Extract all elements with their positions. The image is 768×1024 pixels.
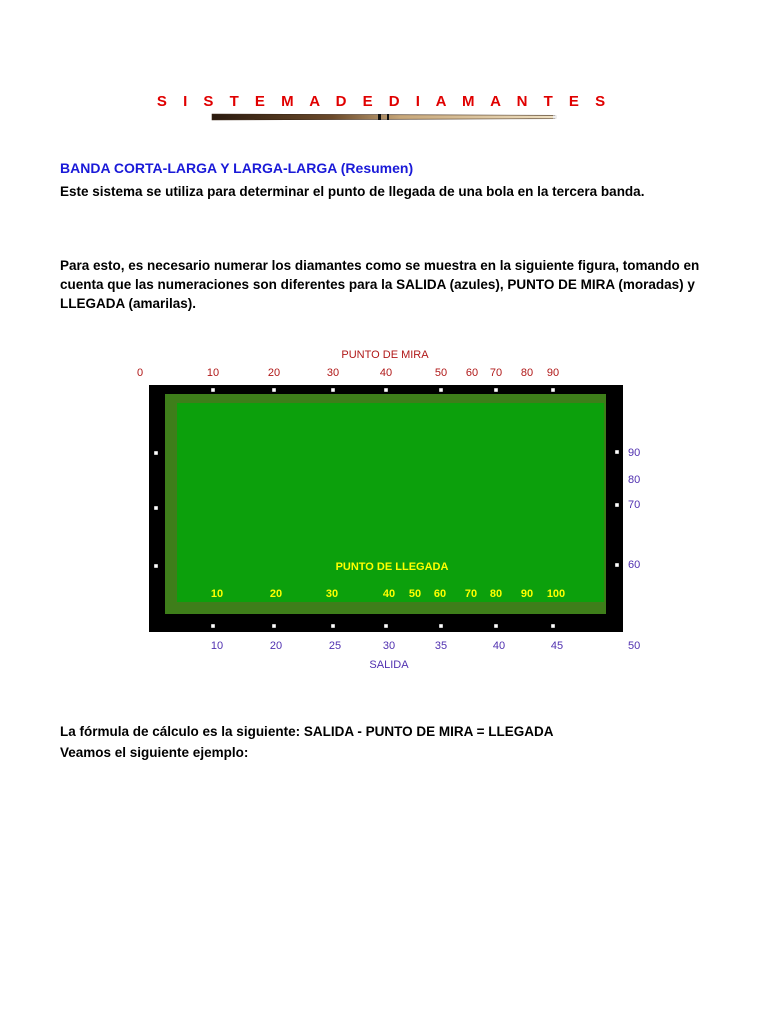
diamond-bottom [331, 624, 335, 628]
right-label: 90 [628, 447, 641, 459]
llegada-label: 60 [433, 588, 447, 600]
diamond-left [154, 451, 158, 455]
salida-title: SALIDA [369, 659, 409, 671]
right-label: 70 [628, 499, 641, 511]
right-label: 50 [628, 640, 641, 652]
punto-de-llegada-title: PUNTO DE LLEGADA [335, 561, 449, 573]
diamond-left [154, 564, 158, 568]
top-label: 80 [520, 367, 534, 379]
bottom-label: 30 [382, 640, 396, 652]
punto-de-mira-title: PUNTO DE MIRA [341, 349, 429, 361]
diamond-top [384, 388, 388, 392]
llegada-label: 20 [269, 588, 283, 600]
llegada-label: 100 [546, 588, 566, 600]
diamond-top [272, 388, 276, 392]
diamond-right [615, 563, 619, 567]
diamond-right [615, 503, 619, 507]
diamond-bottom [272, 624, 276, 628]
llegada-label: 50 [408, 588, 422, 600]
top-label: 20 [267, 367, 281, 379]
section-subtitle: BANDA CORTA-LARGA Y LARGA-LARGA (Resumen) [60, 160, 414, 176]
llegada-label: 30 [325, 588, 339, 600]
diamond-bottom [494, 624, 498, 628]
bottom-label: 25 [328, 640, 342, 652]
diamond-bottom [439, 624, 443, 628]
billiard-table-diagram [130, 340, 650, 680]
top-labels [137, 367, 559, 379]
bottom-label: 20 [269, 640, 283, 652]
top-label: 90 [546, 367, 560, 379]
bottom-labels [211, 640, 563, 652]
top-label: 50 [434, 367, 448, 379]
top-label: 30 [326, 367, 340, 379]
cue-stick-icon [210, 112, 560, 122]
llegada-label: 90 [520, 588, 534, 600]
paragraph-intro: Este sistema se utiliza para determinar el punto de llegada de una bola en la tercera banda. [60, 184, 645, 199]
right-labels [628, 447, 640, 652]
example-line: Veamos el siguiente ejemplo: [60, 745, 249, 760]
diamond-bottom [211, 624, 215, 628]
paragraph-numbering: Para esto, es necesario numerar los diamantes como se muestra en la siguiente figura, tomando en cuenta que las numeraciones son diferentes para la SALIDA (azules), PUNTO DE MIRA (moradas) y LLEGADA (amarilas). [60, 258, 700, 311]
diamond-top [439, 388, 443, 392]
diamond-bottom [384, 624, 388, 628]
llegada-label: 70 [464, 588, 478, 600]
llegada-label: 80 [489, 588, 503, 600]
paragraph-formula [60, 722, 720, 762]
top-label: 10 [206, 367, 220, 379]
top-label: 0 [136, 367, 144, 379]
bottom-label: 35 [434, 640, 448, 652]
diamond-top [331, 388, 335, 392]
page-title: S I S T E M A D E D I A M A N T E S [156, 93, 612, 110]
llegada-label: 40 [382, 588, 396, 600]
bottom-label: 45 [550, 640, 564, 652]
top-label: 40 [379, 367, 393, 379]
top-label: 60 [465, 367, 479, 379]
diamond-bottom [551, 624, 555, 628]
top-label: 70 [489, 367, 503, 379]
diamond-left [154, 506, 158, 510]
right-label: 80 [628, 474, 641, 486]
diamond-top [494, 388, 498, 392]
llegada-label: 10 [210, 588, 224, 600]
diamond-top [551, 388, 555, 392]
bottom-label: 40 [492, 640, 506, 652]
bottom-label: 10 [210, 640, 224, 652]
right-label: 60 [628, 559, 641, 571]
diamond-top [211, 388, 215, 392]
diamond-right [615, 450, 619, 454]
formula-line: La fórmula de cálculo es la siguiente: SALIDA - PUNTO DE MIRA = LLEGADA [60, 724, 554, 739]
